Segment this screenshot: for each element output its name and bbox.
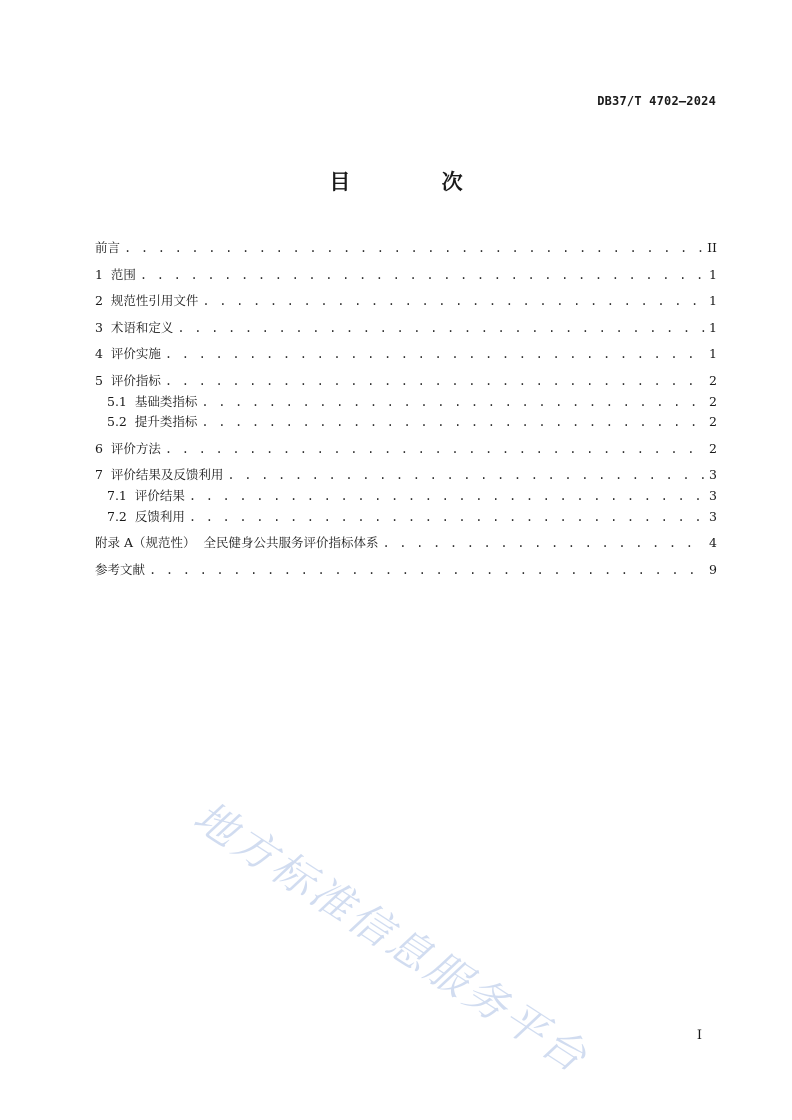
toc-leader-dots bbox=[165, 439, 705, 459]
toc-entry-page: 2 bbox=[709, 414, 717, 430]
toc-leader-dots bbox=[149, 560, 705, 580]
toc-entry-number: 7.2 bbox=[107, 508, 135, 524]
toc-entry[interactable] bbox=[95, 371, 717, 391]
toc-leader-dots bbox=[165, 371, 705, 391]
toc-entry[interactable] bbox=[95, 318, 717, 338]
toc-leader-dots bbox=[227, 465, 705, 485]
toc-entry-label: 评价指标 bbox=[110, 372, 161, 388]
toc-entry-page: II bbox=[707, 240, 717, 255]
toc-entry[interactable] bbox=[95, 465, 717, 485]
toc-leader-dots bbox=[189, 486, 705, 506]
toc-entry[interactable] bbox=[95, 439, 717, 459]
watermark: 地方标准信息服务平台 bbox=[185, 791, 598, 1084]
table-of-contents bbox=[95, 238, 717, 586]
toc-entry-label: 前言 bbox=[95, 240, 121, 255]
toc-entry-number: 2 bbox=[95, 293, 111, 309]
toc-entry-label: 提升类指标 bbox=[134, 414, 198, 430]
toc-entry-page: 3 bbox=[709, 508, 717, 524]
toc-entry-label: 术语和定义 bbox=[110, 319, 174, 335]
toc-entry-page: 3 bbox=[709, 487, 717, 503]
toc-leader-dots bbox=[201, 392, 705, 412]
toc-entry[interactable] bbox=[95, 533, 717, 553]
toc-entry-number: 5.1 bbox=[107, 393, 135, 409]
toc-entry[interactable] bbox=[95, 560, 717, 580]
toc-leader-dots bbox=[382, 533, 705, 553]
toc-entry[interactable] bbox=[95, 392, 717, 412]
toc-entry-page: 1 bbox=[709, 266, 717, 282]
toc-entry-number: 5.2 bbox=[107, 414, 135, 430]
toc-entry-number: 3 bbox=[95, 319, 111, 335]
toc-entry-label: 评价实施 bbox=[110, 346, 161, 362]
page-title: 目 次 bbox=[329, 169, 505, 194]
toc-leader-dots bbox=[177, 318, 705, 338]
toc-entry-label: 评价结果 bbox=[134, 487, 185, 503]
toc-entry[interactable] bbox=[95, 507, 717, 527]
toc-entry-label: 评价结果及反馈利用 bbox=[110, 467, 224, 483]
page-number: I bbox=[696, 1028, 702, 1043]
toc-entry[interactable] bbox=[95, 412, 717, 432]
toc-entry-page: 1 bbox=[709, 293, 717, 309]
toc-entry-label: 范围 bbox=[110, 266, 136, 282]
toc-leader-dots bbox=[189, 507, 705, 527]
toc-entry-page: 9 bbox=[709, 561, 717, 577]
toc-entry-label: 规范性引用文件 bbox=[110, 293, 199, 309]
toc-entry-page: 2 bbox=[709, 372, 717, 388]
toc-entry[interactable] bbox=[95, 238, 717, 258]
toc-entry-label: 评价方法 bbox=[110, 440, 161, 456]
toc-entry-number: 6 bbox=[95, 440, 111, 456]
toc-entry-page: 2 bbox=[709, 440, 717, 456]
toc-entry-number: 7 bbox=[95, 467, 111, 483]
toc-entry-label: 基础类指标 bbox=[134, 393, 198, 409]
toc-leader-dots bbox=[165, 344, 705, 364]
toc-entry-page: 2 bbox=[709, 393, 717, 409]
toc-entry-label: 参考文献 bbox=[95, 561, 146, 577]
toc-entry-page: 4 bbox=[709, 535, 717, 551]
toc-entry-number: 7.1 bbox=[107, 487, 135, 503]
toc-entry[interactable] bbox=[95, 265, 717, 285]
toc-entry-label: 反馈利用 bbox=[134, 508, 185, 524]
toc-leader-dots bbox=[201, 412, 705, 432]
toc-entry[interactable] bbox=[95, 486, 717, 506]
toc-entry-number: 4 bbox=[95, 346, 111, 362]
document-code: DB37/T 4702—2024 bbox=[597, 94, 716, 108]
toc-entry-page: 3 bbox=[709, 467, 717, 483]
toc-leader-dots bbox=[202, 291, 705, 311]
toc-entry-page: 1 bbox=[709, 319, 717, 335]
toc-entry[interactable] bbox=[95, 291, 717, 311]
toc-entry-label: 附录 A（规范性） 全民健身公共服务评价指标体系 bbox=[95, 535, 379, 551]
toc-leader-dots bbox=[124, 238, 703, 258]
toc-entry-number: 5 bbox=[95, 372, 111, 388]
toc-leader-dots bbox=[140, 265, 705, 285]
toc-entry-number: 1 bbox=[95, 266, 111, 282]
toc-entry[interactable] bbox=[95, 344, 717, 364]
toc-entry-page: 1 bbox=[709, 346, 717, 362]
